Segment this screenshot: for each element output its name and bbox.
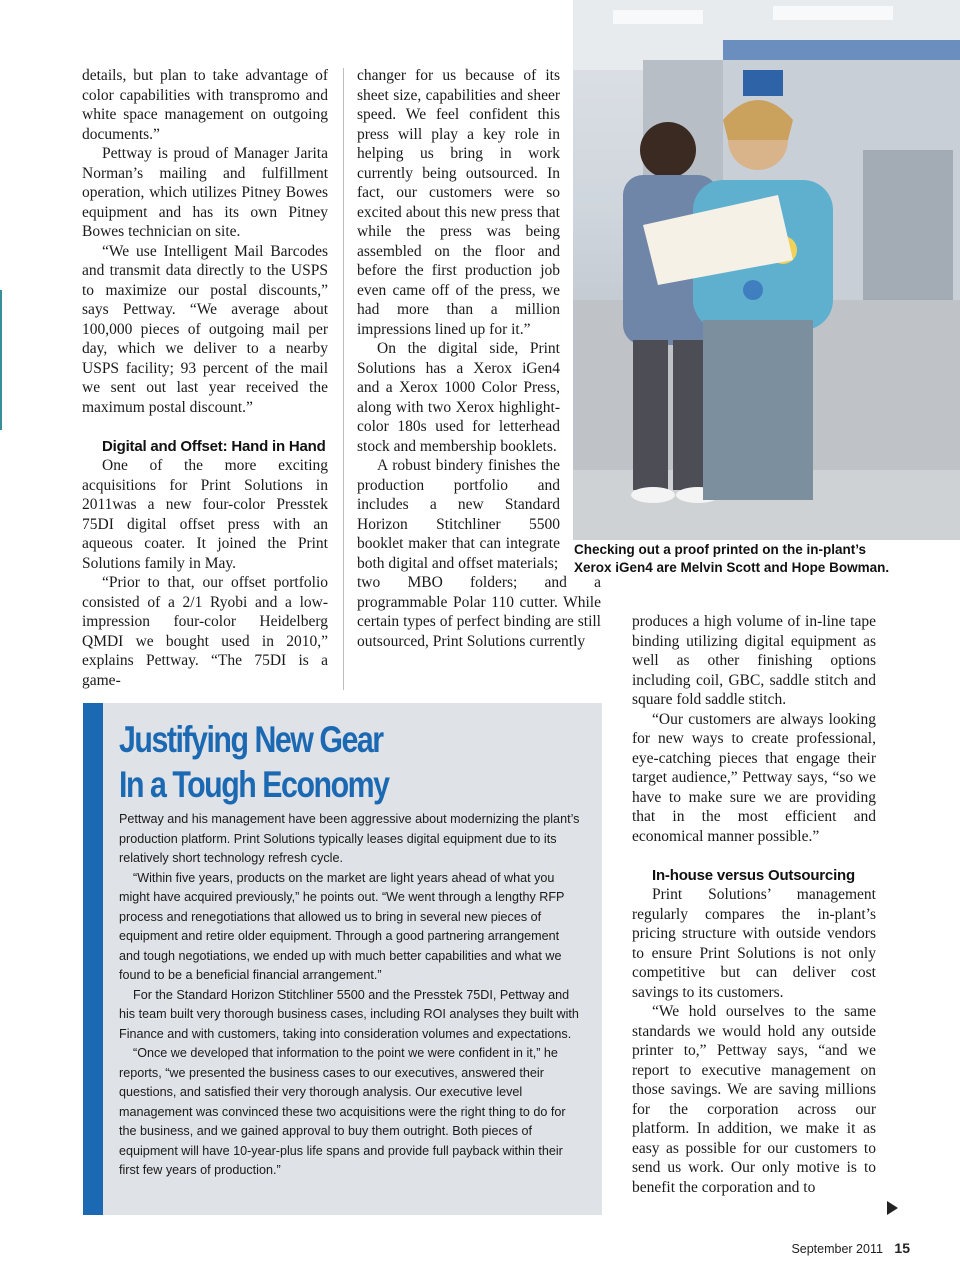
paragraph: Print Solutions’ management regularly compares the in-plant’s pricing structure with outside vendors to ensure Print Solutions is not only competitive but can deliver cost savings to its customers. [632, 886, 876, 1001]
paragraph: “Once we developed that information to the point we were confident in it,” he reports, “we presented the business cases to our executives, answered their questions, and satisfied their very thorough analysis. Our executive level management was convinced these two acquisitions were the right thing to do for the business, and we gained approval to buy them outright. Both pieces of equipment will have 10-year-plus life spans and provide full payback within their first few years of production.” [119, 1046, 566, 1177]
article-column-1 [82, 66, 328, 690]
section-subhead: Digital and Offset: Hand in Hand [102, 438, 326, 455]
column-divider [343, 68, 344, 690]
paragraph: “Our customers are always looking for new ways to create professional, eye-catching pieces that engage their target audience,” Pettway says, “so we have to make sure we are providing that in the most efficient and economical manner possible.” [632, 710, 876, 845]
article-column-3 [632, 612, 876, 1197]
paragraph: “Within five years, products on the market are light years ahead of what you might have acquired previously,” he points out. “We went through a lengthy RFP process and renegotiations that allowed us to bring in several new pieces of equipment and retire older equipment. Through a good partnering arrangement and tough negotiations, we ended up with much better capabilities and what we found to be a beneficial financial arrangement.” [119, 870, 565, 982]
sidebar-title-line: Justifying New Gear [119, 719, 383, 760]
paragraph: A robust bindery finishes the production portfolio and includes a new Standard Horizon Stitchliner 5500 booklet maker that can integrate both digital and offset materials; [357, 457, 560, 572]
sidebar-box [83, 703, 602, 1215]
article-column-2 [357, 66, 601, 651]
paragraph: two MBO folders; and a programmable Polar 110 cutter. While certain types of perfect binding are still outsourced, Print Solutions currently [357, 574, 601, 650]
paragraph: On the digital side, Print Solutions has a Xerox iGen4 and a Xerox 1000 Color Press, along with two Xerox highlight-color 180s used for letterhead stock and membership booklets. [357, 340, 560, 455]
paragraph: Pettway is proud of Manager Jarita Norman’s mailing and fulfillment operation, which utilizes Pitney Bowes equipment and has its own Pitney Bowes technician on site. [82, 145, 328, 240]
issue-date: September 2011 [791, 1242, 883, 1256]
photo-caption: Checking out a proof printed on the in-plant’s Xerox iGen4 are Melvin Scott and Hope Bowman. [574, 542, 890, 575]
paragraph: details, but plan to take advantage of color capabilities with transpromo and white space management on outgoing documents.” [82, 67, 328, 143]
sidebar-accent-bar [83, 703, 103, 1215]
page-footer [791, 1240, 910, 1256]
continue-arrow-icon [887, 1201, 898, 1215]
sidebar-body [119, 810, 581, 1181]
margin-mark [0, 290, 2, 430]
paragraph: Pettway and his management have been aggressive about modernizing the plant’s production platform. Print Solutions typically leases digital equipment due to its relatively short technology refresh cycle. [119, 812, 580, 865]
paragraph: “We use Intelligent Mail Barcodes and transmit data directly to the USPS to maximize our postal discounts,” says Pettway. “We average about 100,000 pieces of outgoing mail per day, which we deliver to a nearby USPS facility; 93 percent of the mail we sent out last year received the maximum postal discount.” [82, 242, 328, 416]
sidebar-title-line: In a Tough Economy [119, 764, 389, 805]
paragraph: For the Standard Horizon Stitchliner 5500 and the Presstek 75DI, Pettway and his team built very thorough business cases, including ROI analyses they built with Finance and with customers, taking into consideration volumes and expectations. [119, 987, 579, 1041]
paragraph: changer for us because of its sheet size, capabilities and sheer speed. We feel confident this press will play a key role in helping us bring in work currently being outsourced. In fact, our customers were so excited about this new press that while the press was being assembled on the floor and before the first production job even came off of the press, we had more than a million impressions lined up for it.” [357, 67, 560, 338]
sidebar-title [119, 717, 504, 807]
paragraph: “Prior to that, our offset portfolio consisted of a 2/1 Ryobi and a low-impression four-color Heidelberg QMDI we bought used in 2010,” explains Pettway. “The 75DI is a game- [82, 574, 328, 689]
photo-illustration [573, 0, 960, 540]
press-photo [573, 0, 960, 540]
paragraph: One of the more exciting acquisitions for Print Solutions in 2011was a new four-color Presstek 75DI digital offset press with an aqueous coater. It joined the Print Solutions family in May. [82, 457, 328, 572]
section-subhead: In-house versus Outsourcing [652, 867, 855, 884]
paragraph: produces a high volume of in-line tape binding utilizing digital equipment as well as other finishing options including coil, GBC, saddle stitch and square fold saddle stitch. [632, 613, 876, 708]
page-number: 15 [894, 1240, 910, 1256]
paragraph: “We hold ourselves to the same standards we would hold any outside printer to,” Pettway says, “and we report to executive management on those savings. We are saving millions for the corporation across our platform. In addition, we make it as easy as possible for our customers to send us work. Our only motive is to benefit the corporation and to [632, 1003, 876, 1196]
